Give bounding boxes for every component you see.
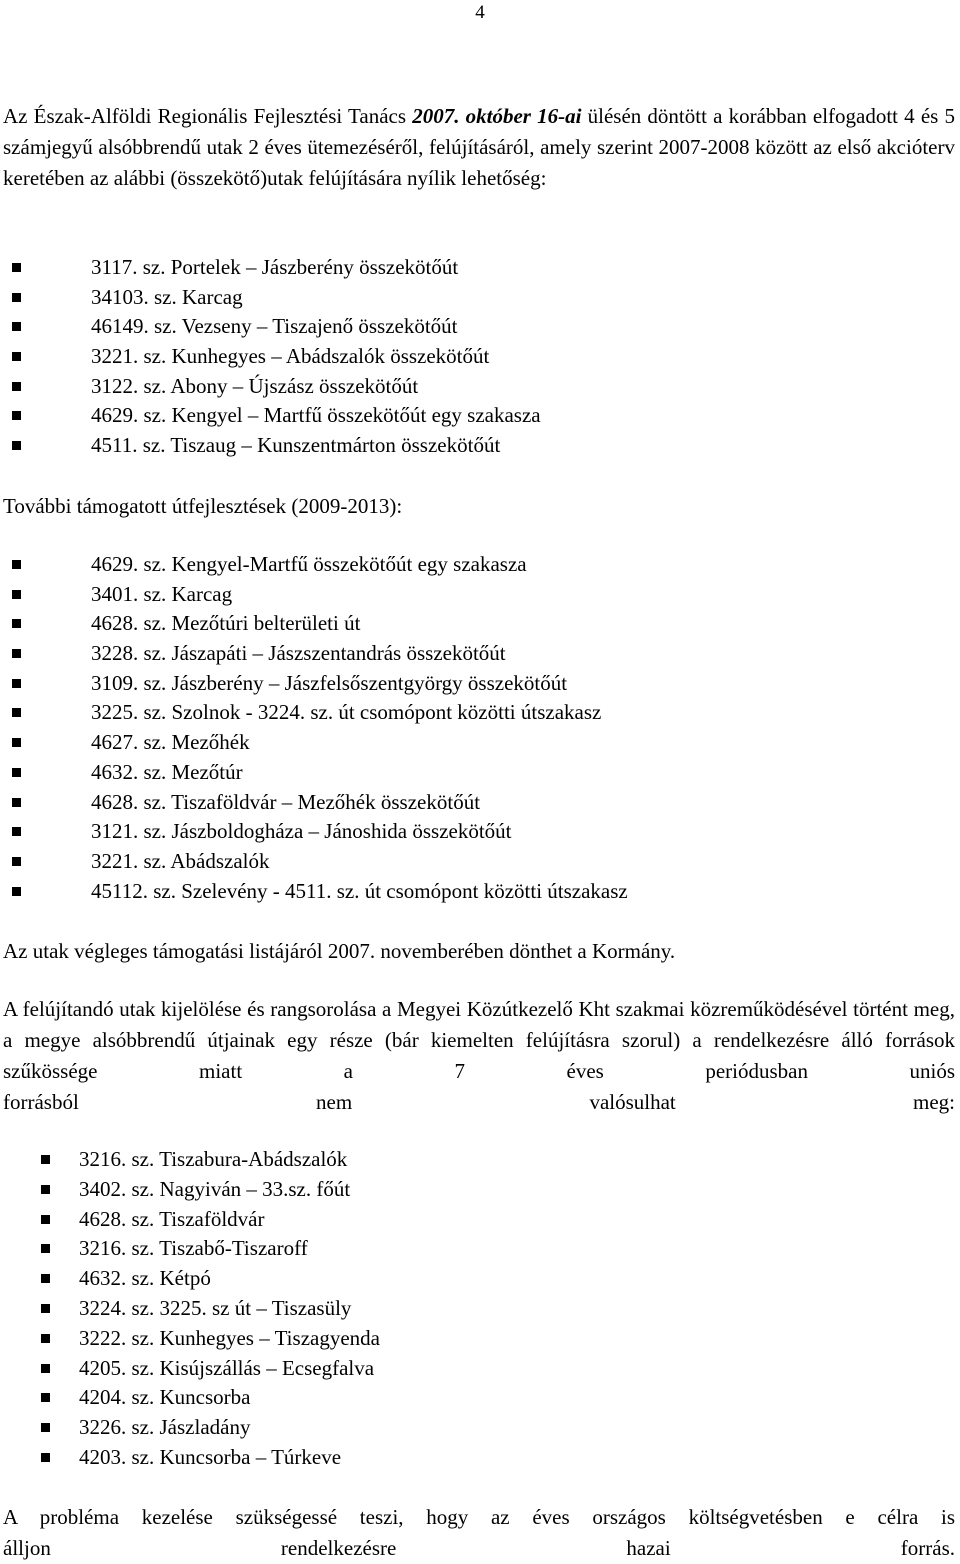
list-item: 3228. sz. Jászapáti – Jászszentandrás összekötőút bbox=[91, 639, 628, 669]
list-item: 3222. sz. Kunhegyes – Tiszagyenda bbox=[79, 1324, 380, 1354]
road-list-2009-2013 bbox=[91, 550, 628, 906]
closing-paragraph bbox=[3, 1502, 955, 1564]
square-bullet-icon bbox=[12, 768, 21, 777]
road-list-2007-2008 bbox=[91, 253, 541, 461]
list-item: 4205. sz. Kisújszállás – Ecsegfalva bbox=[79, 1354, 380, 1384]
list-item: 3216. sz. Tiszabő-Tiszaroff bbox=[79, 1234, 380, 1264]
list-item: 4632. sz. Mezőtúr bbox=[91, 758, 628, 788]
list-item: 4628. sz. Tiszaföldvár – Mezőhék összekötőút bbox=[91, 788, 628, 818]
list-item: 3401. sz. Karcag bbox=[91, 580, 628, 610]
list-item: 3122. sz. Abony – Újszász összekötőút bbox=[91, 372, 541, 402]
list-item: 4629. sz. Kengyel – Martfű összekötőút egy szakasza bbox=[91, 401, 541, 431]
intro-text-start: Az Észak-Alföldi Regionális Fejlesztési Tanács bbox=[3, 104, 413, 128]
list-item: 3117. sz. Portelek – Jászberény összekötőút bbox=[91, 253, 541, 283]
government-note: Az utak végleges támogatási listájáról 2007. novemberében dönthet a Kormány. bbox=[3, 939, 676, 963]
square-bullet-icon bbox=[41, 1304, 50, 1313]
list-item: 4203. sz. Kuncsorba – Túrkeve bbox=[79, 1443, 380, 1473]
list-item: 3216. sz. Tiszabura-Abádszalók bbox=[79, 1145, 380, 1175]
list-item: 3221. sz. Kunhegyes – Abádszalók összekötőút bbox=[91, 342, 541, 372]
square-bullet-icon bbox=[12, 827, 21, 836]
square-bullet-icon bbox=[12, 738, 21, 747]
square-bullet-icon bbox=[12, 441, 21, 450]
square-bullet-icon bbox=[12, 382, 21, 391]
page-number: 4 bbox=[475, 2, 485, 23]
list-item: 46149. sz. Vezseny – Tiszajenő összekötőút bbox=[91, 312, 541, 342]
list-item: 3226. sz. Jászladány bbox=[79, 1413, 380, 1443]
list-item: 3224. sz. 3225. sz út – Tiszasüly bbox=[79, 1294, 380, 1324]
square-bullet-icon bbox=[12, 411, 21, 420]
list-item: 45112. sz. Szelevény - 4511. sz. út csomópont közötti útszakasz bbox=[91, 877, 628, 907]
selection-paragraph-body: A felújítandó utak kijelölése és rangsorolása a Megyei Közútkezelő Kht szakmai közreműködésével történt meg, a megye alsóbbrendű útjainak egy része (bár kiemelten felújításra szorul) a rendelkezésre álló források szűkössége miatt a 7 éves periódusban uniós bbox=[3, 997, 955, 1083]
square-bullet-icon bbox=[12, 798, 21, 807]
square-bullet-icon bbox=[41, 1364, 50, 1373]
square-bullet-icon bbox=[41, 1215, 50, 1224]
list-item: 4629. sz. Kengyel-Martfű összekötőút egy szakasza bbox=[91, 550, 628, 580]
square-bullet-icon bbox=[41, 1453, 50, 1462]
square-bullet-icon bbox=[41, 1423, 50, 1432]
square-bullet-icon bbox=[12, 263, 21, 272]
list-item: 4632. sz. Kétpó bbox=[79, 1264, 380, 1294]
unfunded-road-list bbox=[79, 1145, 380, 1473]
square-bullet-icon bbox=[41, 1334, 50, 1343]
square-bullet-icon bbox=[12, 857, 21, 866]
list-item: 4204. sz. Kuncsorba bbox=[79, 1383, 380, 1413]
list-item: 34103. sz. Karcag bbox=[91, 283, 541, 313]
meeting-date: 2007. október 16-ai bbox=[412, 104, 582, 128]
square-bullet-icon bbox=[12, 708, 21, 717]
square-bullet-icon bbox=[12, 560, 21, 569]
selection-paragraph-last-line: forrásból nem valósulhat meg: bbox=[3, 1090, 955, 1114]
square-bullet-icon bbox=[12, 679, 21, 688]
intro-text-end: ülésén döntött a korábban elfogadott 4 és 5 számjegyű alsóbbrendű utak 2 éves ütemezéséről, felújításáról, amely szerint 2007-2008 között az első akcióterv keretében az alábbi (összekötő)utak felújítására nyílik lehetőség: bbox=[3, 104, 956, 190]
square-bullet-icon bbox=[12, 352, 21, 361]
list-item: 3402. sz. Nagyiván – 33.sz. főút bbox=[79, 1175, 380, 1205]
section-heading-2009-2013: További támogatott útfejlesztések (2009-2013): bbox=[3, 494, 403, 518]
list-item: 4628. sz. Tiszaföldvár bbox=[79, 1205, 380, 1235]
list-item: 3221. sz. Abádszalók bbox=[91, 847, 628, 877]
square-bullet-icon bbox=[41, 1155, 50, 1164]
square-bullet-icon bbox=[12, 887, 21, 896]
list-item: 3121. sz. Jászboldogháza – Jánoshida összekötőút bbox=[91, 817, 628, 847]
square-bullet-icon bbox=[41, 1274, 50, 1283]
square-bullet-icon bbox=[12, 322, 21, 331]
square-bullet-icon bbox=[12, 649, 21, 658]
selection-paragraph bbox=[3, 994, 955, 1118]
list-item: 4627. sz. Mezőhék bbox=[91, 728, 628, 758]
list-item: 4628. sz. Mezőtúri belterületi út bbox=[91, 609, 628, 639]
square-bullet-icon bbox=[41, 1185, 50, 1194]
square-bullet-icon bbox=[12, 293, 21, 302]
list-item: 4511. sz. Tiszaug – Kunszentmárton összekötőút bbox=[91, 431, 541, 461]
closing-paragraph-last-line: álljon rendelkezésre hazai forrás. bbox=[3, 1536, 955, 1560]
list-item: 3109. sz. Jászberény – Jászfelsőszentgyörgy összekötőút bbox=[91, 669, 628, 699]
square-bullet-icon bbox=[12, 590, 21, 599]
closing-paragraph-body: A probléma kezelése szükségessé teszi, hogy az éves országos költségvetésben e célra is bbox=[3, 1505, 955, 1529]
square-bullet-icon bbox=[12, 619, 21, 628]
square-bullet-icon bbox=[41, 1244, 50, 1253]
list-item: 3225. sz. Szolnok - 3224. sz. út csomópont közötti útszakasz bbox=[91, 698, 628, 728]
square-bullet-icon bbox=[41, 1393, 50, 1402]
intro-paragraph bbox=[3, 101, 955, 194]
